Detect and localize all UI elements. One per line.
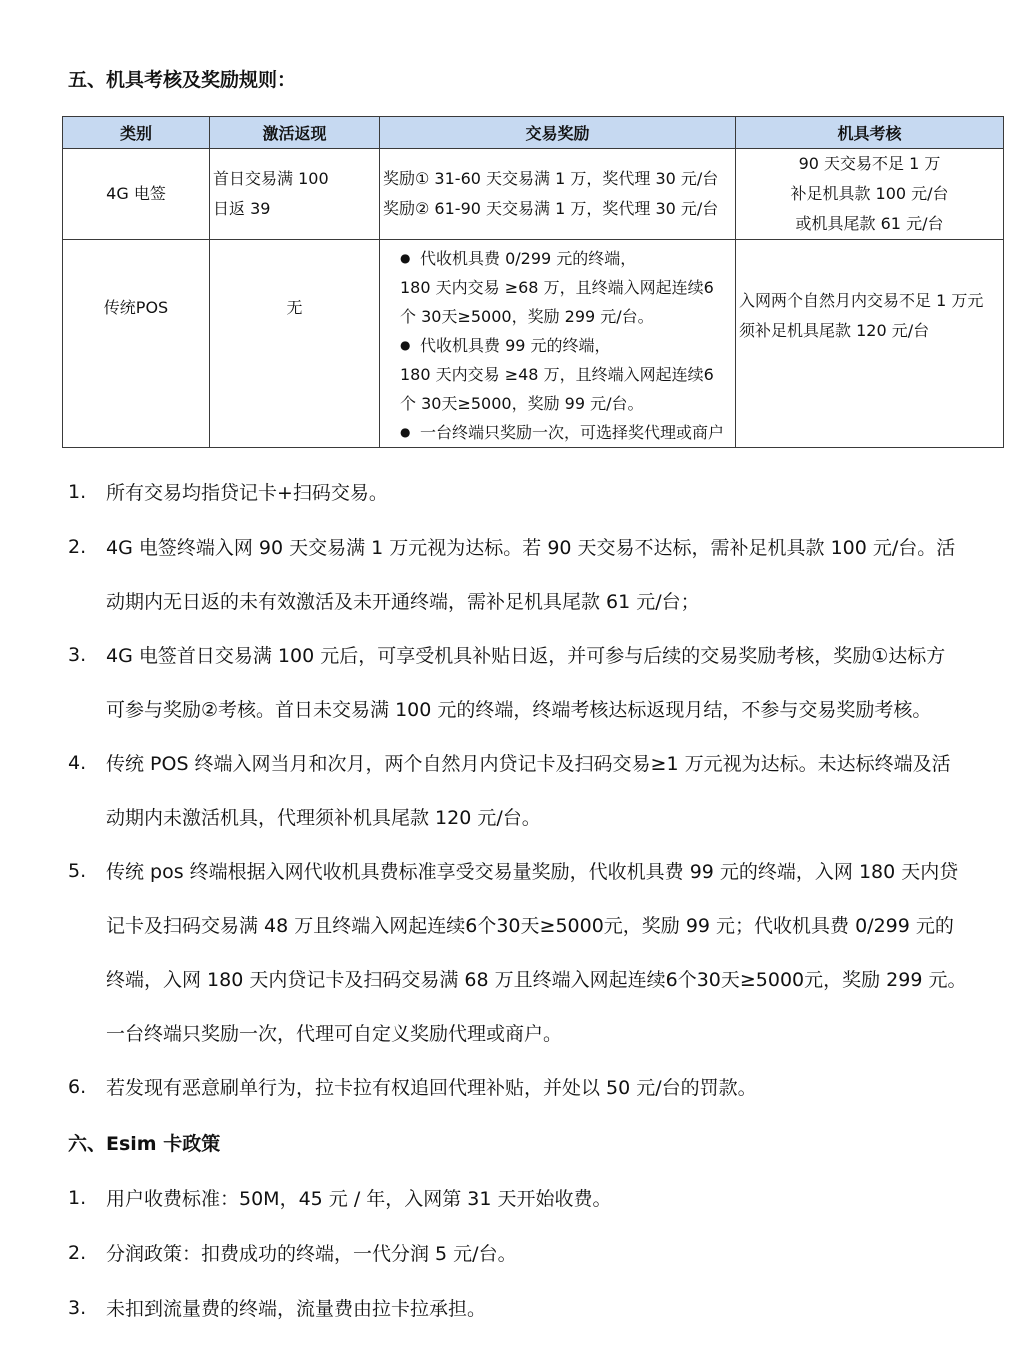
cell-reward-4g	[380, 149, 736, 240]
item-5-number: 5.	[68, 860, 87, 882]
cell-cashback-4g	[210, 149, 380, 240]
cell-cashback-pos: 无	[210, 240, 380, 448]
item-4-line-1: 传统 POS 终端入网当月和次月，两个自然月内贷记卡及扫码交易≥1 万元视为达标。未达标终端及活	[106, 753, 951, 775]
cell-reward-pos	[380, 240, 736, 448]
reward-line-2: 奖励② 61-90 天交易满 1 万，奖代理 30 元/台	[383, 199, 719, 218]
item-6-line-1: 若发现有恶意刷单行为，拉卡拉有权追回代理补贴，并处以 50 元/台的罚款。	[106, 1077, 757, 1099]
table-header-row	[63, 117, 1004, 149]
table-row-pos	[63, 240, 1004, 448]
table-row-4g	[63, 149, 1004, 240]
reward-line-1: 奖励① 31-60 天交易满 1 万，奖代理 30 元/台	[383, 169, 719, 188]
item-3-number: 3.	[68, 644, 87, 666]
item-3-line-2: 可参与奖励②考核。首日未交易满 100 元的终端，终端考核达标返现月结，不参与交易奖励考核。	[106, 699, 932, 721]
item-5-text	[106, 845, 976, 1061]
cell-category-pos: 传统POS	[63, 240, 210, 448]
cashback-line-1: 首日交易满 100	[213, 169, 329, 188]
reward-bullet-2: ● 代收机具费 99 元的终端，	[400, 331, 735, 360]
item-5-line-1: 传统 pos 终端根据入网代收机具费标准享受交易量奖励，代收机具费 99 元的终端，入网 180 天内贷	[106, 861, 959, 883]
section-6-heading: 六、Esim 卡政策	[68, 1133, 221, 1155]
reward-bullet-3: ● 一台终端只奖励一次，可选择奖代理或商户	[400, 418, 735, 447]
header-cashback: 激活返现	[210, 117, 380, 149]
header-assessment: 机具考核	[736, 117, 1004, 149]
assessment-line-2: 补足机具款 100 元/台	[790, 184, 949, 203]
item-1-number: 1.	[68, 481, 87, 503]
item-4-number: 4.	[68, 752, 87, 774]
assessment-line-3: 或机具尾款 61 元/台	[795, 214, 944, 233]
cashback-line-2: 日返 39	[213, 199, 271, 218]
item-5-line-4: 一台终端只奖励一次，代理可自定义奖励代理或商户。	[106, 1023, 563, 1045]
item-1-line-1: 所有交易均指贷记卡+扫码交易。	[106, 482, 388, 504]
item-4-line-2: 动期内未激活机具，代理须补机具尾款 120 元/台。	[106, 807, 541, 829]
item-2-number: 2.	[68, 536, 87, 558]
esim-item-3-number: 3.	[68, 1297, 87, 1319]
cell-assessment-pos	[736, 240, 1004, 448]
item-6-text	[106, 1061, 976, 1115]
item-2-line-2: 动期内无日返的未有效激活及未开通终端，需补足机具尾款 61 元/台；	[106, 591, 700, 613]
esim-item-1-number: 1.	[68, 1187, 87, 1209]
reward-bullet-1-line-3: 个 30天≥5000，奖励 299 元/台。	[400, 307, 654, 326]
cell-category-4g: 4G 电签	[63, 149, 210, 240]
esim-item-2-text: 分润政策：扣费成功的终端，一代分润 5 元/台。	[106, 1243, 517, 1265]
item-3-text	[106, 629, 976, 737]
item-6-number: 6.	[68, 1076, 87, 1098]
reward-bullet-1-line-2: 180 天内交易 ≥68 万，且终端入网起连续6	[400, 278, 714, 297]
header-reward: 交易奖励	[380, 117, 736, 149]
esim-item-3-text: 未扣到流量费的终端，流量费由拉卡拉承担。	[106, 1298, 487, 1320]
assessment-line-1: 90 天交易不足 1 万	[798, 154, 941, 173]
item-2-line-1: 4G 电签终端入网 90 天交易满 1 万元视为达标。若 90 天交易不达标，需补足机具款 100 元/台。活	[106, 537, 956, 559]
item-5-line-3: 终端，入网 180 天内贷记卡及扫码交易满 68 万且终端入网起连续6个30天≥5000元，奖励 299 元。	[106, 969, 967, 991]
item-4-text	[106, 737, 976, 845]
cell-assessment-4g	[736, 149, 1004, 240]
header-category: 类别	[63, 117, 210, 149]
item-2-text	[106, 521, 976, 629]
assessment-pos-line-1: 入网两个自然月内交易不足 1 万元	[739, 291, 984, 310]
rules-table	[62, 116, 1004, 448]
assessment-pos-line-2: 须补足机具尾款 120 元/台	[739, 321, 930, 340]
item-3-line-1: 4G 电签首日交易满 100 元后，可享受机具补贴日返，并可参与后续的交易奖励考核，奖励①达标方	[106, 645, 946, 667]
item-1-text	[106, 466, 976, 520]
item-5-line-2: 记卡及扫码交易满 48 万且终端入网起连续6个30天≥5000元，奖励 99 元；代收机具费 0/299 元的	[106, 915, 954, 937]
reward-bullet-2-line-3: 个 30天≥5000，奖励 99 元/台。	[400, 394, 644, 413]
esim-item-2-number: 2.	[68, 1242, 87, 1264]
reward-bullet-1: ● 代收机具费 0/299 元的终端，	[400, 244, 735, 273]
section-5-heading: 五、机具考核及奖励规则：	[68, 69, 297, 91]
reward-bullet-2-line-2: 180 天内交易 ≥48 万，且终端入网起连续6	[400, 365, 714, 384]
esim-item-1-text: 用户收费标准：50M，45 元 / 年，入网第 31 天开始收费。	[106, 1188, 612, 1210]
